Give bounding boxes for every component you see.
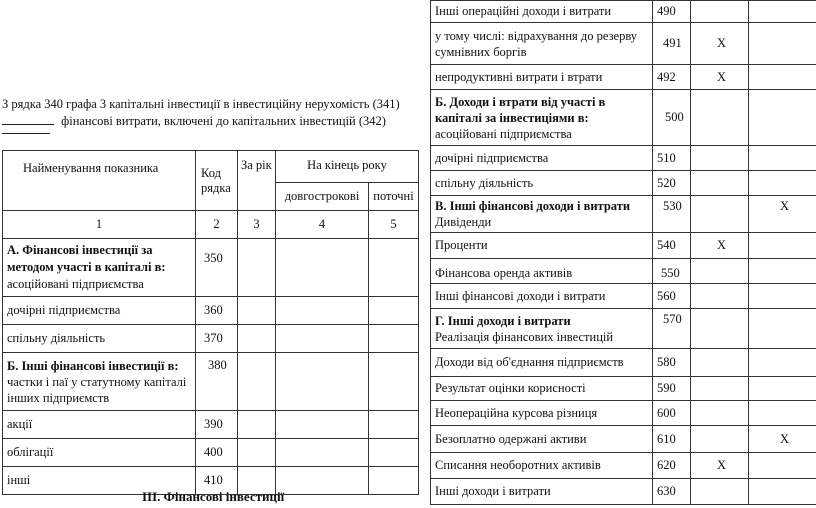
row-code: 560 (653, 284, 691, 309)
table-row (431, 259, 816, 284)
row-label: асоційовані підприємства (435, 126, 572, 141)
row-code: 400 (196, 439, 238, 467)
table-row (3, 325, 419, 353)
mark-cell (749, 309, 816, 349)
row-code: 570 (653, 309, 691, 349)
header-long-term: довгострокові (276, 183, 369, 211)
row-code: 390 (196, 411, 238, 439)
mark-cell (749, 171, 816, 196)
mark-cell (749, 146, 816, 171)
row-code: 520 (653, 171, 691, 196)
value-cell (276, 411, 369, 439)
row-label: дочірні підприємства (431, 146, 653, 171)
row-code: 490 (653, 1, 691, 23)
row-code: 530 (653, 196, 691, 233)
header-end-year: На кінець року (276, 151, 419, 183)
row-code: 580 (653, 349, 691, 377)
row-section-title: Б. Доходи і втрати від участі в капіталі за інвестиціями в: (435, 94, 606, 125)
row-name-cell (3, 353, 196, 411)
col-number: 5 (369, 211, 419, 239)
row-label: непродуктивні витрати і втрати (431, 65, 653, 90)
row-name-cell (431, 196, 653, 233)
income-expenses-table (430, 0, 816, 505)
value-cell (276, 467, 369, 495)
row-label: Інші операційні доходи і витрати (431, 1, 653, 23)
row-label: у тому числі: відрахування до резерву сумнівних боргів (431, 23, 653, 65)
value-cell (238, 325, 276, 353)
mark-cell: Х (691, 233, 749, 259)
value-cell (276, 239, 369, 297)
value-cell (369, 467, 419, 495)
header-name: Найменування показника (3, 151, 196, 211)
row-label: Проценти (431, 233, 653, 259)
mark-cell (691, 171, 749, 196)
mark-cell (691, 284, 749, 309)
value-cell (369, 325, 419, 353)
row-label: Безоплатно одержані активи (431, 426, 653, 453)
table-row (431, 284, 816, 309)
mark-cell (691, 479, 749, 505)
column-numbers-row (3, 211, 419, 239)
row-name-cell (431, 90, 653, 146)
row-section-title: А. Фінансові інвестиції за методом участі в капіталі в: (7, 243, 166, 274)
mark-cell: Х (749, 196, 816, 233)
mark-cell (749, 90, 816, 146)
mark-cell (749, 1, 816, 23)
mark-cell (691, 90, 749, 146)
mark-cell (749, 23, 816, 65)
table-row (431, 146, 816, 171)
mark-cell (749, 233, 816, 259)
value-cell (238, 411, 276, 439)
row-code: 500 (653, 90, 691, 146)
row-section-title: Б. Інші фінансові інвестиції в: (7, 358, 179, 373)
row-code: 550 (653, 259, 691, 284)
row-code: 630 (653, 479, 691, 505)
row-label: Інші доходи і витрати (431, 479, 653, 505)
mark-cell (749, 349, 816, 377)
table-row (431, 90, 816, 146)
row-code: 380 (196, 353, 238, 411)
row-label: інші (3, 467, 196, 495)
row-label: Інші фінансові доходи і витрати (431, 284, 653, 309)
note-line-1: З рядка 340 графа 3 капітальні інвестиції в інвестиційну нерухомість (341) (2, 97, 400, 111)
value-cell (369, 239, 419, 297)
value-cell (276, 439, 369, 467)
mark-cell: Х (691, 453, 749, 479)
table-row (431, 401, 816, 426)
table-row (431, 1, 816, 23)
table-row (431, 233, 816, 259)
note-line-2-text: фінансові витрати, включені до капітальних інвестицій (342) (61, 114, 386, 128)
value-cell (369, 439, 419, 467)
table-row (3, 297, 419, 325)
table-row (431, 426, 816, 453)
table-row (431, 65, 816, 90)
mark-cell (749, 377, 816, 401)
row-code: 492 (653, 65, 691, 90)
mark-cell (691, 377, 749, 401)
row-name-cell (3, 239, 196, 297)
row-label: спільну діяльність (431, 171, 653, 196)
mark-cell (691, 349, 749, 377)
row-label: Реалізація фінансових інвестицій (435, 329, 614, 344)
row-label: спільну діяльність (3, 325, 196, 353)
mark-cell (691, 146, 749, 171)
col-number: 3 (238, 211, 276, 239)
row-code: 510 (653, 146, 691, 171)
mark-cell (749, 259, 816, 284)
value-cell (276, 297, 369, 325)
section-caption: ІІІ. Фінансові інвестиції (142, 489, 285, 504)
value-cell (369, 353, 419, 411)
blank-line (2, 133, 50, 134)
table-row (431, 349, 816, 377)
row-label: дочірні підприємства (3, 297, 196, 325)
row-label: акції (3, 411, 196, 439)
mark-cell (691, 426, 749, 453)
row-section-title: В. Інші фінансові доходи і витрати (435, 199, 631, 213)
mark-cell: Х (749, 426, 816, 453)
row-code: 360 (196, 297, 238, 325)
row-label: Дивіденди (435, 215, 492, 229)
value-cell (238, 353, 276, 411)
table-row (431, 479, 816, 505)
value-cell (238, 239, 276, 297)
row-code: 370 (196, 325, 238, 353)
row-code: 410 (196, 467, 238, 495)
mark-cell (691, 309, 749, 349)
mark-cell (691, 401, 749, 426)
table-row (431, 377, 816, 401)
value-cell (369, 297, 419, 325)
col-number: 4 (276, 211, 369, 239)
row-label: облігації (3, 439, 196, 467)
row-code: 600 (653, 401, 691, 426)
row-label: Неопераційна курсова різниця (431, 401, 653, 426)
mark-cell (749, 479, 816, 505)
value-cell (238, 297, 276, 325)
row-code: 590 (653, 377, 691, 401)
value-cell (369, 411, 419, 439)
row-code: 610 (653, 426, 691, 453)
header-year: За рік (238, 151, 276, 211)
note-line-2 (2, 112, 386, 130)
table-row (3, 239, 419, 297)
row-label: Списання необоротних активів (431, 453, 653, 479)
table-row (3, 411, 419, 439)
mark-cell (749, 401, 816, 426)
row-name-cell (431, 309, 653, 349)
value-cell (276, 353, 369, 411)
row-code: 540 (653, 233, 691, 259)
mark-cell (749, 65, 816, 90)
row-code: 491 (653, 23, 691, 65)
value-cell (238, 439, 276, 467)
header-code: Код рядка (196, 151, 238, 211)
row-label: Доходи від об'єднання підприємств (431, 349, 653, 377)
row-label: частки і паї у статутному капіталі інших підприємств (7, 374, 187, 405)
col-number: 2 (196, 211, 238, 239)
row-code: 620 (653, 453, 691, 479)
table-row (431, 23, 816, 65)
row-label: Результат оцінки корисності (431, 377, 653, 401)
row-code: 350 (196, 239, 238, 297)
row-label: асоційовані підприємства (7, 277, 144, 291)
col-number: 1 (3, 211, 196, 239)
table-row (431, 309, 816, 349)
row-label: Фінансова оренда активів (431, 259, 653, 284)
table-row (3, 439, 419, 467)
mark-cell (691, 259, 749, 284)
mark-cell (691, 1, 749, 23)
mark-cell (691, 196, 749, 233)
table-row (431, 171, 816, 196)
mark-cell: Х (691, 65, 749, 90)
row-section-title: Г. Інші доходи і витрати (435, 313, 571, 328)
table-row (3, 353, 419, 411)
header-current: поточні (369, 183, 419, 211)
blank-line (2, 112, 54, 125)
financial-investments-table (2, 150, 419, 495)
value-cell (276, 325, 369, 353)
table-row (431, 453, 816, 479)
mark-cell (749, 453, 816, 479)
table-row (431, 196, 816, 233)
mark-cell: Х (691, 23, 749, 65)
mark-cell (749, 284, 816, 309)
